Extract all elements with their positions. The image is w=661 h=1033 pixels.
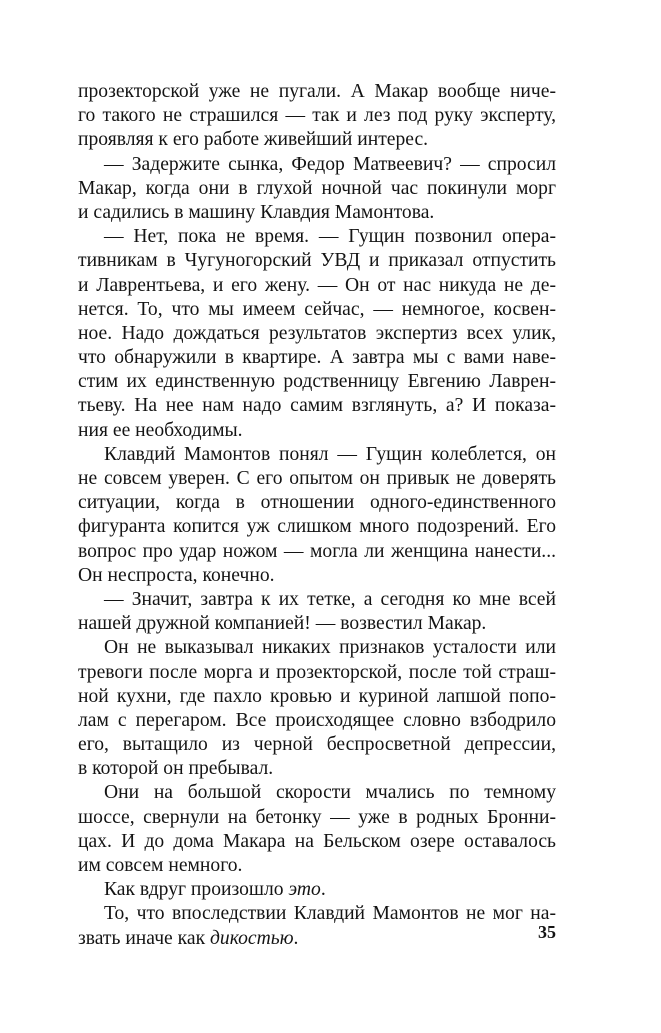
text-line: Клавдий Мамонтов понял — Гущин колеблется, он xyxy=(104,443,556,465)
text-line: ное. Надо дождаться результатов экспертиз всех улик, xyxy=(78,322,556,344)
text-line: То, что впоследствии Клавдий Мамонтов не мог на- xyxy=(104,903,556,925)
text-line: Он не выказывал никаких признаков усталости или xyxy=(104,637,556,659)
text-line: Макар, когда они в глухой ночной час покинули морг xyxy=(78,177,556,199)
text-line: в которой он пребывал. xyxy=(78,758,274,780)
text-line: — Нет, пока не время. — Гущин позвонил опера- xyxy=(104,226,556,248)
text-run: . xyxy=(320,879,326,901)
text-line: — Значит, завтра к их тетке, а сегодня ко мне всей xyxy=(104,588,556,610)
text-line: вопрос про удар ножом — могла ли женщина нанести... xyxy=(78,540,556,562)
italic-run: это xyxy=(288,879,321,901)
italic-run: дикостью xyxy=(210,927,294,949)
text-line: тивникам в Чугуногорский УВД и приказал отпустить xyxy=(78,250,556,272)
text-line: прозекторской уже не пугали. А Макар вообще ниче- xyxy=(78,81,556,102)
text-line: не совсем уверен. С его опытом он привык не доверять xyxy=(78,468,556,489)
text-line xyxy=(78,878,556,902)
text-line: ситуации, когда в отношении одного-единственного xyxy=(78,492,556,514)
text-line: тревоги после морга и прозекторской, после той страш- xyxy=(78,661,556,683)
text-run: . xyxy=(293,927,299,949)
text-line: нется. То, что мы имеем сейчас, — немногое, косвен- xyxy=(78,298,556,320)
text-line: нашей дружной компанией! — возвестил Макар. xyxy=(78,613,487,635)
text-run: звать иначе как xyxy=(78,927,210,949)
text-line: что обнаружили в квартире. А завтра мы с вами наве- xyxy=(78,347,556,369)
text-line: его, вытащило из черной беспросветной депрессии, xyxy=(78,734,556,756)
text-line: фигуранта копится уж слишком много подозрений. Его xyxy=(78,516,556,538)
text-line: тьеву. На нее нам надо самим взглянуть, а? И показа- xyxy=(78,395,556,417)
text-line: лам с перегаром. Все происходящее словно взбодрило xyxy=(78,709,556,731)
text-line: шоссе, свернули на бетонку — уже в родных Бронни- xyxy=(78,806,556,828)
text-line: го такого не страшился — так и лез под руку эксперту, xyxy=(78,105,556,127)
text-line: ной кухни, где пахло кровью и куриной лапшой попо- xyxy=(78,685,556,707)
text-line: стим их единственную родственницу Евгению Лаврен- xyxy=(78,371,556,393)
book-page-text xyxy=(78,80,556,951)
text-line: Они на большой скорости мчались по темному xyxy=(104,782,556,804)
text-line: ния ее необходимы. xyxy=(78,419,243,441)
text-line: цах. И до дома Макара на Бельском озере оставалось xyxy=(78,830,556,852)
text-line: им совсем немного. xyxy=(78,855,243,876)
text-line: проявляя к его работе живейший интерес. xyxy=(78,129,429,151)
text-line xyxy=(78,927,556,951)
text-line: и Лаврентьева, и его жену. — Он от нас никуда не де- xyxy=(78,274,556,296)
page-number: 35 xyxy=(538,922,556,942)
text-run: Как вдруг произошло xyxy=(104,879,289,901)
text-line: — Задержите сынка, Федор Матвеевич? — спросил xyxy=(104,153,556,175)
text-line: Он неспроста, конечно. xyxy=(78,564,275,586)
text-line: и садились в машину Клавдия Мамонтова. xyxy=(78,201,435,223)
